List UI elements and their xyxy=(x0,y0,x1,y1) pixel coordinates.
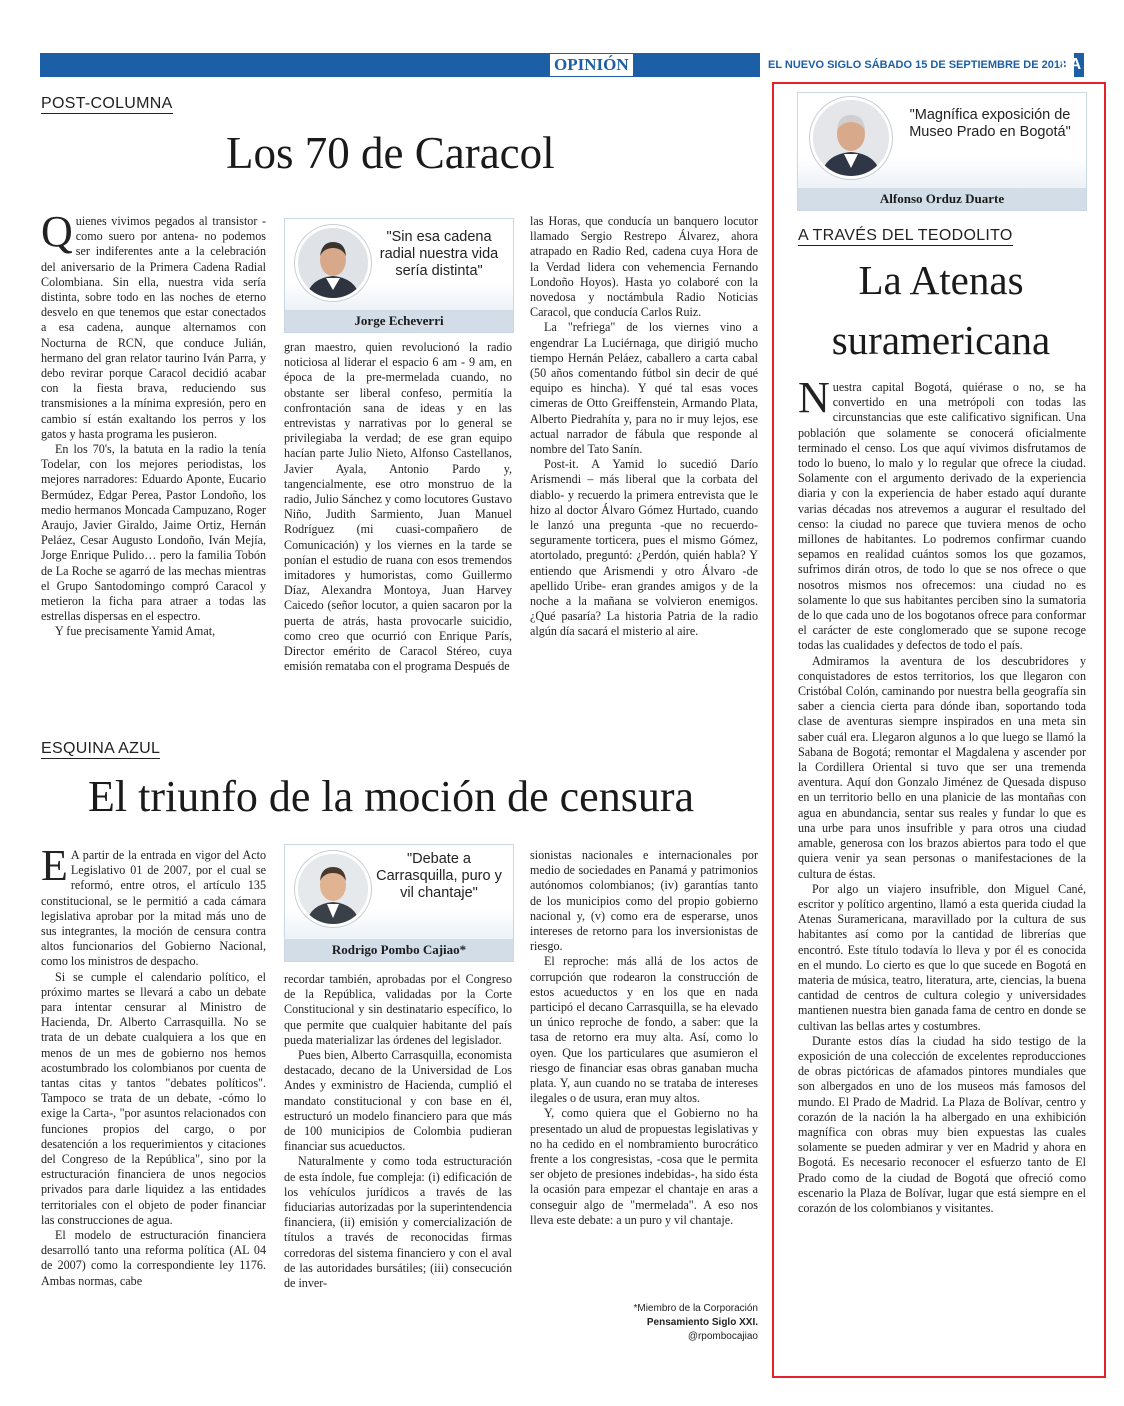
article2-paragraph: El reproche: más allá de los actos de corrupción que rodearon la construcción de estos acueductos y en los que en nada participó el decano Carrasquilla, se ha elevado un único reproche de fondo, a saber: que la tasa de retorno era muy alta. Así, como lo oyen. Que los particulares que asumieron el riesgo de financiar esas obras ganaban mucha plata. Y, aun cuando no se trataba de intereses ilegales o de usura, eran muy altos. xyxy=(530,954,758,1106)
article1-paragraph: La "refriega" de los viernes vino a engendrar La Luciérnaga, que dirigió mucho tiempo Hernán Peláez, caballero a carta cabal (50 años comentando fútbol sin decir de qué equipo es hincha). Y qué tal esas voces cimeras de Otto Greiffenstein, Armando Plata, Alberto Piedrahíta y, para no ir muy lejos, ese actual narrador de fábula que responde al nombre del Tato Sanín. xyxy=(530,320,758,457)
article3-kicker: A TRAVÉS DEL TEODOLITO xyxy=(798,227,1013,244)
article3-paragraph: Por algo un viajero insufrible, don Miguel Cané, escritor y político argentino, llamó a esta querida ciudad la Atenas Suramericana, maravillado por la cultura de sus habitantes así como por la cantidad de librerías que encontró. Este título todavía lo lleva y por él es conocida en el mundo. Lo cierto es que lo que sucede en Bogotá en materia de música, teatro, literatura, arte, ciencias, la buena cantidad de centros de cultura colegio y universidades mantienen nuestra bien ganada fama de centro en donde se cultivan las bellas artes y costumbres. xyxy=(798,881,1086,1033)
article2-column-3 xyxy=(530,848,758,1303)
author-quote: "Sin esa cadena radial nuestra vida sería distinta" xyxy=(379,229,499,279)
author-portrait-icon xyxy=(298,228,368,298)
article2-paragraph: sionistas nacionales e internacionales por medio de sociedades en Panamá y patrimonios autónomos colombianos; (iv) garantías tanto de los municipios como del propio gobierno nacional y, (v) como era de esperarse, unos intereses de retorno para los inversionistas de riesgo. xyxy=(530,848,758,954)
author-name: Rodrigo Pombo Cajiao* xyxy=(285,939,513,961)
newspaper-date-line: EL NUEVO SIGLO SÁBADO 15 DE SEPTIEMBRE DE 2018 xyxy=(760,53,1074,77)
article1-paragraph: gran maestro, quien revolucionó la radio noticiosa al liderar el espacio 6 am - 9 am, en época de la pre-mermelada cuando, no obstante ser liberal confeso, permitía la confrontación sana de ideas y en las entrevistas y narrativas por lo general se privilegiaba la verdad; de ese gran equipo hacían parte Julio Nieto, Alfonso Castellanos, Javier Ayala, Antonio Pardo y, tangencialmente, ese otro monstruo de la radio, Julio Sánchez y como locutores Gustavo Niño, Judith Sarmiento, Juan Manuel Rodríguez (mi cuasi-compañero de Comunicación) y los viernes en la tarde se ponían el estudio de ruana con esos tremendos imitadores y humoristas, como Guillermo Díaz, Alexandra Montoya, Juan Harvey Caicedo (señor locutor, a quien sacaron por la puerta de atrás, hasta provocarle suicidio, como creo que ocurrió con Enrique París, Director emérito de Caracol Stéreo, cuya emisión remataba con el programa Después de xyxy=(284,340,512,674)
footnote-line: *Miembro de la Corporación xyxy=(633,1303,758,1314)
article2-dropcap: E xyxy=(41,848,68,890)
article3-body xyxy=(798,380,1086,1350)
article2-author-note xyxy=(560,1302,758,1344)
article2-column-2 xyxy=(284,972,512,1360)
author-name: Alfonso Orduz Duarte xyxy=(798,188,1086,210)
article1-paragraph: las Horas, que conducía un banquero locutor llamado Sergio Restrepo Álvarez, ahora atrapado en Radio Red, cadena cuya Hora de la Verdad lidera con vehemencia Fernando Londoño Hoyos). Hasta yo colaboré con la novedosa y noctámbula Radio Noticias Caracol, que conducía Carlos Ruiz. xyxy=(530,214,758,320)
article3-headline-line-2: suramericana xyxy=(831,317,1051,363)
article1-column-1 xyxy=(41,214,266,714)
article2-author-box xyxy=(284,844,514,962)
article1-paragraph: Y fue precisamente Yamid Amat, xyxy=(55,624,216,639)
author-photo xyxy=(810,97,892,179)
article3-headline-line-1: La Atenas xyxy=(858,257,1024,303)
article2-paragraph: El modelo de estructuración financiera desarrolló tanto una reforma política (AL 04 de 2007) como la correspondiente ley 1176. Ambas normas, cabe xyxy=(41,1228,266,1288)
article2-paragraph: Y, como quiera que el Gobierno no ha presentado un alud de propuestas legislativas y no ha cedido en el nombramiento burocrático frente a los congresistas, -cosa que le permita ser objeto de presiones indebidas-, ha sido ésta la ocasión para empezar el chantaje en aras a conseguir algo de "mermelada". A eso nos lleva este debate: a un puro y vil chantaje. xyxy=(530,1106,758,1227)
author-portrait-icon xyxy=(298,854,368,924)
article2-paragraph: A partir de la entrada en vigor del Acto Legislativo 01 de 2007, por el cual se reformó, entre otros, el artículo 135 constitucional, se le permitió a cada cámara legislativa aprobar por la mitad más uno de sus integrantes, la moción de censura contra altos funcionarios del Gobierno Nacional, como los ministros de despacho. xyxy=(41,848,266,969)
section-title: OPINIÓN xyxy=(550,54,633,76)
article3-paragraph: Admiramos la aventura de los descubridores y conquistadores de estos territorios, los que llegaron con Cristóbal Colón, caminando por nuestra bella geografía sin saber a ciencia cierta para dónde iban, soportando toda clase de aventuras siempre inspirados en una meta sin saber cuál era. Llegaron algunos a lo que luego se llamó la Sabana de Bogotá; remontar el Magdalena y ascender por la Cordillera Oriental si tuvo que ser una tremenda aventura. Aquí don Gonzalo Jiménez de Quesada dispuso en un territorio bello en una planicie de las montañas con agua en abundancia, sentar sus reales y fundar lo que es una urbe para unos insufrible y para otros una ciudad amable, generosa con los brazos abiertos para todo el que quiera venir ya sean personas o manifestaciones de la cultura de éstas. xyxy=(798,653,1086,881)
author-name: Jorge Echeverri xyxy=(285,310,513,332)
article2-column-1 xyxy=(41,848,266,1360)
article1-column-2 xyxy=(284,340,512,714)
page-number: 9A xyxy=(1060,56,1082,73)
article1-paragraph: uienes vivimos pegados al transistor -como suero por antena- no podemos ser indiferentes ante a la celebración del aniversario de la Primera Cadena Radial Colombiana. Sin ella, nuestra vida sería distinta, sobre todo en las noches de eterno desvelo en que tenemos que estar conectados a esa cadena, aunque alternamos con Nocturna de RCN, que conduce Julián, hermano del gran relator taurino Iván Parra, y debo revirar porque Caracol decidió acabar con la fiesta brava, reduciendo sus transmisiones a la mínima expresión, pero en cambio sí están exaltando los perros y los gatos y hasta programa les pusieron. xyxy=(41,214,266,441)
article1-dropcap: Q xyxy=(41,214,73,256)
footnote-handle: @rpombocajiao xyxy=(687,1331,758,1342)
article1-column-3 xyxy=(530,214,758,714)
page-header-bar xyxy=(40,53,1084,77)
author-quote: "Magnífica exposición de Museo Prado en Bogotá" xyxy=(909,107,1071,140)
article1-headline: Los 70 de Caracol xyxy=(226,128,555,178)
article3-paragraph: uestra capital Bogotá, quiérase o no, se ha convertido en una metrópoli con todas las circunstancias que este calificativo significan. Una población que solamente se conocerá oficialmente terminado el censo. Los que aquí vivimos disfrutamos de todo lo bueno, lo malo y lo regular que ofrece la ciudad. Solamente con el argumento derivado de la experiencia diaria y con la experiencia de haber estado aquí durante varias décadas nos atrevemos a augurar el resultado del censo: la ciudad no parece que tuviera menos de ocho millones de habitantes. Lo podremos confirmar cuando sepamos en realidad cuántos somos los que gozamos, sufrimos dirán otros, de todo lo que se nos ofrece o que nosotros mismos nos ofrecemos: una ciudad no es solamente lo que sus habitantes perciben sino la sumatoria de lo que cada uno de los bogotanos ofrece para conformar el carácter de este conglomerado que se supone recoge todas las cualidades y defectos de todo el país. xyxy=(798,380,1086,653)
article2-paragraph: Naturalmente y como toda estructuración de esta índole, fue compleja: (i) edificación de los vehículos jurídicos a través de las fiduciarias autorizadas por la superintendencia financiera, (ii) emisión y comercialización de títulos a través de reconocidas firmas corredoras del sistema financiero y con el aval de las autoridades bursátiles; (iii) consecución de inver- xyxy=(284,1154,512,1291)
author-photo xyxy=(295,225,371,301)
article3-paragraph: Durante estos días la ciudad ha sido testigo de la exposición de una colección de excelentes reproducciones de obras pictóricas de afamados pintores mundiales que son albergados en uno de los museos más famosos del mundo. El Prado de Madrid. La Plaza de Bolívar, centro y corazón de la nación la ha albergado en una exhibición magnífica con obras muy bien expuestas las cuales solamente se pueden admirar y ver en Madrid y ahora en Bogotá. Es necesario reconocer el esfuerzo tanto de El Prado como de la ciudad de Bogotá que ofreció como escenario la Plaza de Bolívar, lugar que está siempre en el corazón de los colombianos y visitantes. xyxy=(798,1033,1086,1215)
article2-paragraph: recordar también, aprobadas por el Congreso de la República, validadas por la Corte Constitucional y sin destinatario específico, lo que permite que cualquier habitante del país pueda materializar las órdenes del legislador. xyxy=(284,972,512,1047)
article1-kicker: POST-COLUMNA xyxy=(41,95,173,112)
article1-paragraph: Post-it. A Yamid lo sucedió Darío Arismendi – más liberal que la corbata del diablo- y recuerdo la primera entrevista que le hizo al doctor Álvaro Gómez Hurtado, cuando le lanzó una pregunta -que no recuerdo- seguramente torticera, pues el mismo Gómez, atortolado, preguntó: ¿Perdón, quién habla? Y entiendo que Arismendi y otro Álvaro -de apellido Uribe- eran grandes amigos y de la noche a la mañana se volvieron enemigos. ¿Qué pasaría? La historia Patria de la radio algún día sacará el misterio al aire. xyxy=(530,457,758,639)
article3-dropcap: N xyxy=(798,380,830,422)
article1-author-box xyxy=(284,218,514,333)
author-quote: "Debate a Carrasquilla, puro y vil chantaje" xyxy=(376,851,502,901)
article2-paragraph: Si se cumple el calendario político, el próximo martes se llevará a cabo un debate para intentar censurar al Ministro de Hacienda, Dr. Alberto Carrasquilla. No se trata de un debate cualquiera a los que en menos de un mes de gobierno nos hemos acostumbrado los colombianos por cuenta de tantas citas y tantos "debates políticos". Tampoco se trata de un debate, -cómo lo exige la Carta-, "por asuntos relacionados con funciones propios del cargo, o por desatención a los requerimientos y citaciones del Congreso de la República", sino por la estructuración financiera de unos negocios privados para darle liquidez a las entidades territoriales con el objeto de poder financiar las construcciones de agua. xyxy=(41,969,266,1227)
author-photo xyxy=(295,851,371,927)
article2-headline: El triunfo de la moción de censura xyxy=(88,772,695,821)
article3-author-box xyxy=(797,92,1087,211)
article2-kicker: ESQUINA AZUL xyxy=(41,740,161,757)
footnote-line: Pensamiento Siglo XXI. xyxy=(646,1317,758,1328)
article2-paragraph: Pues bien, Alberto Carrasquilla, economista destacado, decano de la Universidad de Los Andes y exministro de Hacienda, cumplió el mandato constitucional y con base en él, estructuró un modelo financiero para que más de 100 municipios de Colombia pudieran financiar sus acueductos. xyxy=(284,1048,512,1154)
article1-paragraph: En los 70's, la batuta en la radio la tenía Todelar, con los mejores periodistas, los mejores narradores: Eduardo Aponte, Eucario Bermúdez, Edgar Perea, Pastor Londoño, los medio hermanos Moncada Campuzano, Roger Araujo, Javier Giraldo, Jaime Ortiz, Hernán Peláez, Cesar Augusto Londoño, Iván Mejía, Jorge Enrique Pulido… pero la familia Tobón de La Roche se agarró de las mechas mientras el Grupo Santodomingo compró Caracol y metieron la ficha para atraer a todas las estrellas dispersas en el espectro. xyxy=(41,442,266,624)
author-portrait-icon xyxy=(813,100,889,176)
